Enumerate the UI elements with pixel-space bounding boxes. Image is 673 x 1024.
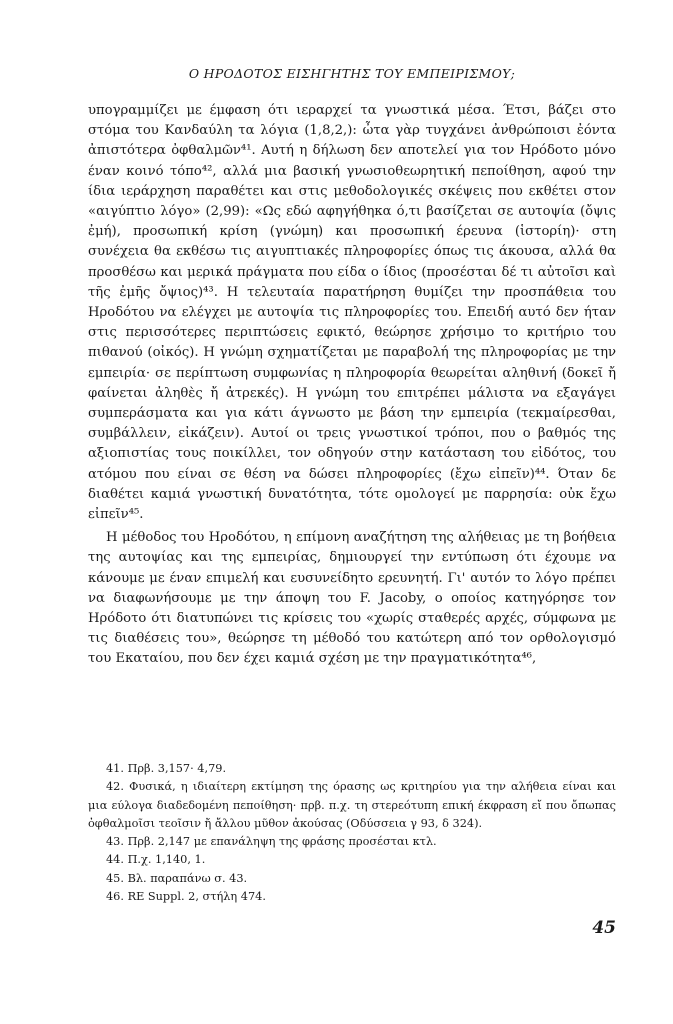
footnote-number: 44. [106,853,124,867]
footnote [88,888,616,906]
page-number: 45 [592,918,616,938]
footnote [88,778,616,833]
footnote [88,760,616,778]
paragraph: υπογραμμίζει με έμφαση ότι ιεραρχεί τα γνωστικά μέσα. Έτσι, βάζει στο στόμα του Κανδαύλη τα λόγια (1,8,2,): ὦτα γὰρ τυγχάνει ἀνθρώποισι ἐόντα ἀπιστότερα ὀφθαλμῶν⁴¹. Αυτή η δήλωση δεν αποτελεί για τον Ηρόδοτο μόνο έναν κοινό τόπο⁴², αλλά μια βασική γνωσιοθεωρητική πεποίθηση, αφού την ίδια ιεράρχηση παραθέτει και στις μεθοδολογικές σκέψεις που εκθέτει στον «αιγύπτιο λόγο» (2,99): «Ως εδώ αφηγήθηκα ό,τι βασίζεται σε αυτοψία (ὄψις ἐμή), προσωπική κρίση (γνώμη) και προσωπική έρευνα (ἱστορίη)· στη συνέχεια θα εκθέσω τις αιγυπτιακές πληροφορίες όπως τις άκουσα, αλλά θα προσθέσω και μερικά πράγματα που είδα ο ίδιος (προσέσται δέ τι αὐτοῖσι καὶ τῆς ἐμῆς ὄψιος)⁴³. Η τελευταία παρατήρηση θυμίζει την προσπάθεια του Ηροδότου να ελέγχει με αυτοψία τις πληροφορίες του. Επειδή αυτό δεν ήταν στις περισσότερες περιπτώσεις εφικτό, θεώρησε χρήσιμο το κριτήριο του πιθανού (οἰκός). Η γνώμη σχηματίζεται με παραβολή της πληροφορίας με την εμπειρία· σε περίπτωση συμφωνίας η πληροφορία θεωρείται αληθινή (δοκεῖ ἤ φαίνεται ἀληθὲς ἤ ἀτρεκές). Η γνώμη του επιτρέπει μάλιστα να εξαγάγει συμπεράσματα και για κάτι άγνωστο με βάση την εμπειρία (τεκμαίρεσθαι, συμβάλλειν, εἰκάζειν). Αυτοί οι τρεις γνωστικοί τρόποι, που ο βαθμός της αξιοπιστίας τους ποικίλλει, τον οδηγούν στην κατάσταση του εἰδότος, του ατόμου που είναι σε θέση να δώσει πληροφορίες (ἔχω εἰπεῖν)⁴⁴. Όταν δε διαθέτει καμιά γνωστική δυνατότητα, τότε ομολογεί με παρρησία: οὐκ ἔχω εἰπεῖν⁴⁵. [88,103,616,523]
body-text [88,101,616,670]
footnotes [88,760,616,906]
footnote-number: 41. [106,762,124,775]
footnote-number: 43. [106,835,124,849]
running-head: Ο ΗΡΟΔΟΤΟΣ ΕΙΣΗΓΗΤΗΣ ΤΟΥ ΕΜΠΕΙΡΙΣΜΟΥ; [188,66,516,81]
footnote-text: Π.χ. 1,140, 1. [127,853,206,867]
footnote [88,833,616,851]
footnote-text: RE Suppl. 2, στήλη 474. [127,890,266,904]
footnote-text: Πρβ. 3,157· 4,79. [127,762,227,775]
footnote-text: Φυσικά, η ιδιαίτερη εκτίμηση της όρασης ως κριτηρίου για την αλήθεια είναι και μια εύλογα διαδεδομένη πεποίθηση· πρβ. π.χ. τη στερεότυπη επική έκφραση εἴ που ὄπωπας ὀφθαλμοῖσι τεοῖσιν ἤ ἄλλου μῦθον ἀκούσας (Οδύσσεια γ 93, δ 324). [88,780,616,830]
paragraph: Η μέθοδος του Ηροδότου, η επίμονη αναζήτηση της αλήθειας με τη βοήθεια της αυτοψίας και της εμπειρίας, δημιουργεί την εντύπωση ότι έχουμε να κάνουμε με έναν επιμελή και ευσυνείδητο ερευνητή. Γι' αυτόν το λόγο πρέπει να διαφωνήσουμε με την άποψη του F. Jacoby, ο οποίος κατηγόρησε τον Ηρόδοτο ότι διατυπώνει τις κρίσεις του «χωρίς σταθερές αρχές, σύμφωνα με τις διαθέσεις του», θεώρησε τη μέθοδό του κατώτερη από τον ορθολογισμό του Εκαταίου, που δεν έχει καμιά σχέση με την πραγματικότητα⁴⁶, [88,530,616,667]
footnote [88,851,616,869]
book-page [88,0,616,1024]
footnote-number: 42. [106,780,124,794]
footnote-number: 45. [106,871,124,885]
footnote-text: Βλ. παραπάνω σ. 43. [127,871,248,885]
footnote [88,870,616,888]
footnote-number: 46. [106,890,124,904]
footnote-text: Πρβ. 2,147 με επανάληψη της φράσης προσέσται κτλ. [127,835,437,849]
